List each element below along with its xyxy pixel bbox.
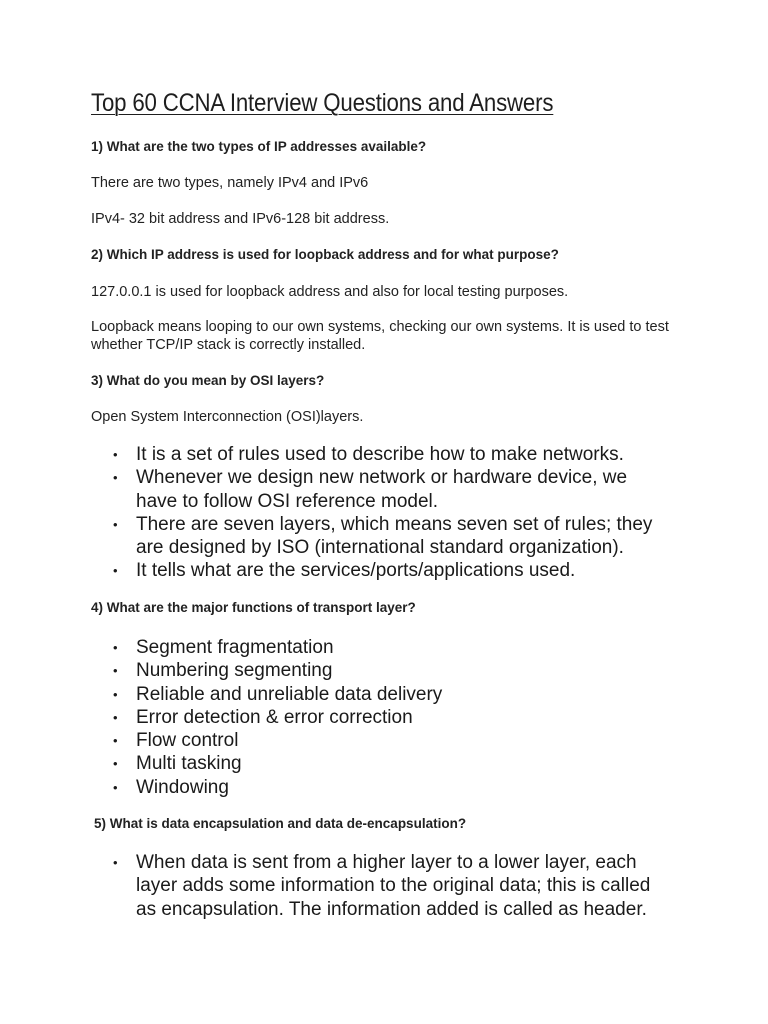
list-item: • Reliable and unreliable data delivery — [113, 683, 673, 706]
answer-2-line-1: 127.0.0.1 is used for loopback address and also for local testing purposes. — [91, 284, 569, 300]
answer-3-intro: Open System Interconnection (OSI)layers. — [91, 409, 364, 425]
osi-bullet-list — [113, 443, 673, 583]
encapsulation-list — [113, 851, 673, 921]
list-item: • When data is sent from a higher layer to a lower layer, each layer adds some information to the original data; this is called as encapsulation. The information added is called as header. — [113, 851, 673, 921]
question-2: 2) Which IP address is used for loopback address and for what purpose? — [91, 247, 559, 262]
list-item: • Numbering segmenting — [113, 659, 673, 682]
list-item: • Windowing — [113, 776, 673, 799]
list-item: • It is a set of rules used to describe how to make networks. — [113, 443, 673, 466]
question-1: 1) What are the two types of IP addresses available? — [91, 139, 427, 154]
answer-2-line-2: Loopback means looping to our own systems, checking our own systems. It is used to test whether TCP/IP stack is correctly installed. — [91, 319, 669, 353]
question-3: 3) What do you mean by OSI layers? — [91, 373, 325, 388]
list-item: • Segment fragmentation — [113, 636, 673, 659]
list-item: • Multi tasking — [113, 752, 673, 775]
answer-1-line-2: IPv4- 32 bit address and IPv6-128 bit address. — [91, 211, 390, 227]
document-title: Top 60 CCNA Interview Questions and Answers — [91, 89, 554, 117]
list-item: • There are seven layers, which means seven set of rules; they are designed by ISO (international standard organization). — [113, 513, 673, 560]
list-item: • Flow control — [113, 729, 673, 752]
question-4: 4) What are the major functions of transport layer? — [91, 600, 416, 615]
answer-1-line-1: There are two types, namely IPv4 and IPv6 — [91, 175, 369, 191]
list-item: • It tells what are the services/ports/applications used. — [113, 559, 673, 582]
question-5: 5) What is data encapsulation and data de-encapsulation? — [94, 816, 467, 831]
list-item: • Whenever we design new network or hardware device, we have to follow OSI reference model. — [113, 466, 673, 513]
transport-functions-list — [113, 636, 673, 799]
list-item: • Error detection & error correction — [113, 706, 673, 729]
